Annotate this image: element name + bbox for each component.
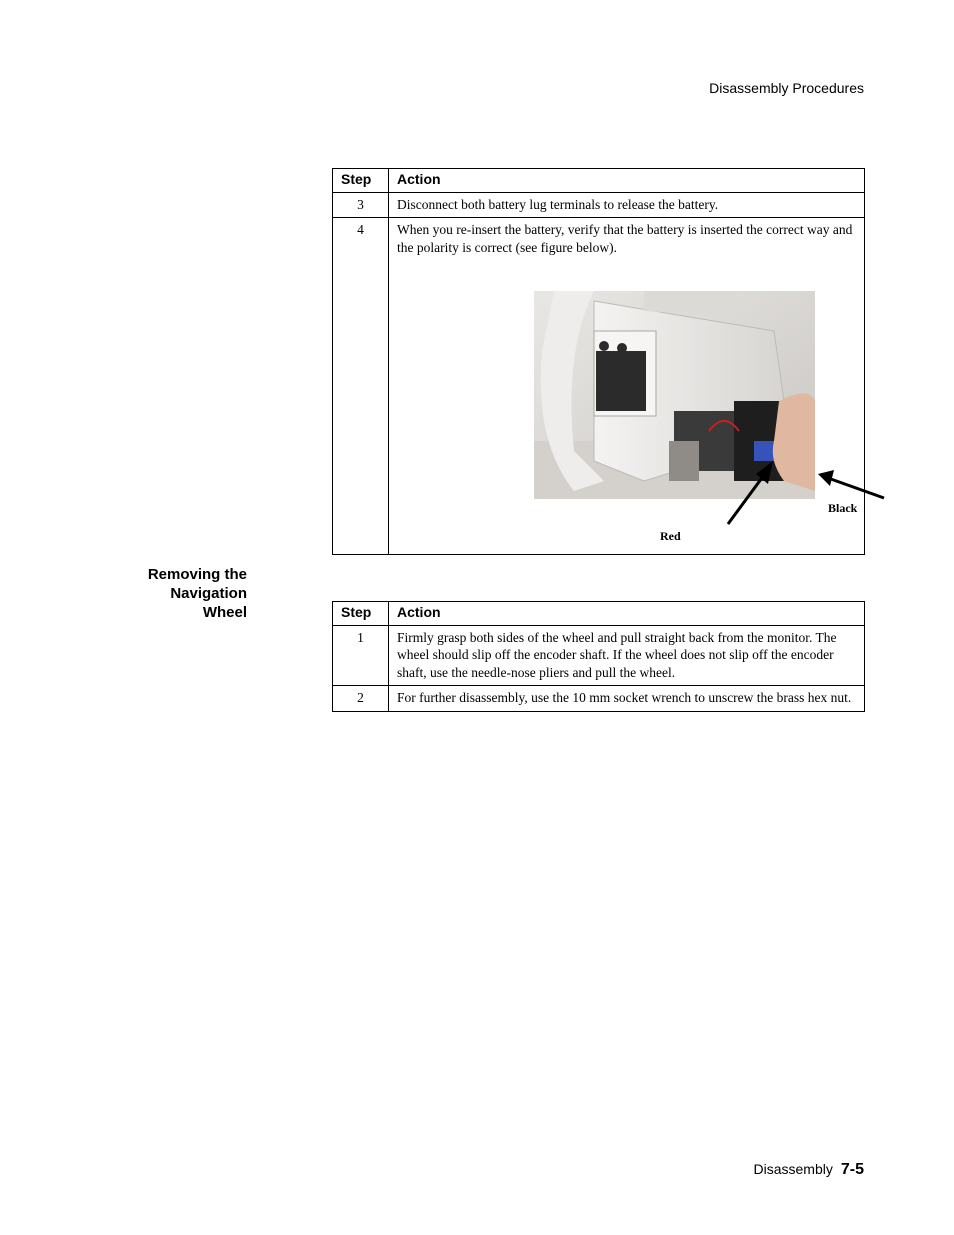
col-header-step: Step [333, 602, 389, 626]
step-number: 3 [333, 192, 389, 218]
section-heading-line: Wheel [202, 604, 247, 621]
label-red: Red [660, 529, 681, 543]
label-black: Black [828, 501, 858, 515]
step-number: 4 [333, 218, 389, 555]
step-number: 1 [333, 625, 389, 686]
section-heading [148, 565, 247, 622]
battery-steps-table [332, 168, 865, 555]
table-row [333, 686, 865, 712]
battery-polarity-figure [397, 256, 856, 550]
section-heading-line: Removing the [147, 566, 247, 583]
step-action: Disconnect both battery lug terminals to release the battery. [389, 192, 865, 218]
section-heading-line: Navigation [170, 585, 247, 602]
table-header-row [333, 169, 865, 193]
col-header-step: Step [333, 169, 389, 193]
step-number: 2 [333, 686, 389, 712]
table-row [333, 192, 865, 218]
page-footer [754, 1161, 864, 1179]
col-header-action: Action [389, 602, 865, 626]
page-number: 7-5 [840, 1161, 864, 1178]
step-action: Firmly grasp both sides of the wheel and pull straight back from the monitor. The wheel should slip off the encoder shaft. If the wheel does not slip off the encoder shaft, use the needle-nose pliers and pull the wheel. [389, 625, 865, 686]
col-header-action: Action [389, 169, 865, 193]
table-row [333, 625, 865, 686]
step-action: For further disassembly, use the 10 mm socket wrench to unscrew the brass hex nut. [389, 686, 865, 712]
table-row [333, 218, 865, 555]
step-action-with-figure [389, 218, 865, 555]
wheel-steps-table [332, 601, 865, 712]
table-header-row [333, 602, 865, 626]
step-action-text: When you re-insert the battery, verify that the battery is inserted the correct way and the polarity is correct (see figure below). [397, 222, 853, 255]
running-header: Disassembly Procedures [709, 80, 864, 96]
footer-chapter: Disassembly [753, 1161, 833, 1177]
